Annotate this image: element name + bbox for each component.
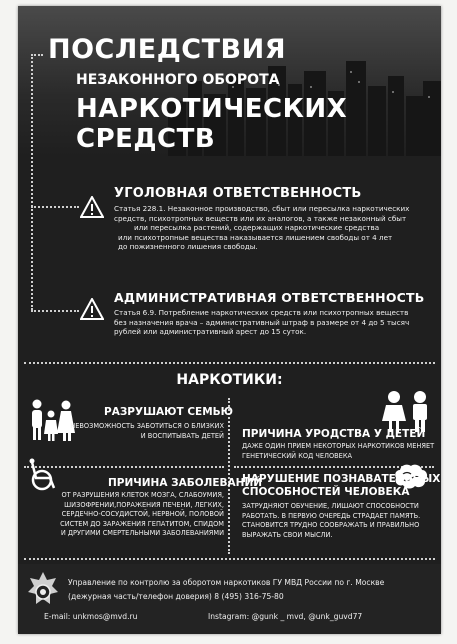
poster [18,6,441,634]
police-emblem-icon [26,570,60,614]
title-line-2: НЕЗАКОННОГО ОБОРОТА [76,72,280,88]
administrative-line: без назначения врача – административный штраф в размере от 4 до 5 тысяч [114,317,410,327]
footer [18,564,441,634]
children-line: ДАЖЕ ОДИН ПРИЕМ НЕКОТОРЫХ НАРКОТИКОВ МЕНЯЕТ [242,442,435,450]
footer-department: Управление по контролю за оборотом наркотиков ГУ МВД России по г. Москве [68,578,385,587]
dotted-line [31,54,43,56]
title-line-1: ПОСЛЕДСТВИЯ [48,34,286,65]
cognitive-title-line: НАРУШЕНИЕ ПОЗНАВАТЕЛЬНЫХ [242,473,441,485]
drugs-title: НАРКОТИКИ: [176,372,283,388]
family-title: РАЗРУШАЮТ СЕМЬЮ [104,406,233,418]
footer-email[interactable]: E-mail: unkmos@mvd.ru [44,612,138,621]
family-line: НЕВОЗМОЖНОСТЬ ЗАБОТИТЬСЯ О БЛИЗКИХ [70,422,224,430]
cognitive-line: РАБОТАТЬ. В ПЕРВУЮ ОЧЕРЕДЬ СТРАДАЕТ ПАМЯТЬ. [242,511,421,520]
diseases-line: ШИЗОФРЕНИИ,ПОРАЖЕНИЯ ПЕЧЕНИ, ЛЕГКИХ, [64,500,224,509]
criminal-line: или пересылка растений, содержащих наркотические средства [134,223,380,233]
dotted-line [31,206,79,208]
dotted-divider [24,558,435,560]
administrative-text [114,308,409,337]
title-line-3: НАРКОТИЧЕСКИХ СРЕДСТВ [76,94,348,154]
diseases-text [38,491,224,539]
criminal-title: УГОЛОВНАЯ ОТВЕТСТВЕННОСТЬ [114,186,362,201]
diseases-line: ОТ РАЗРУШЕНИЯ КЛЕТОК МОЗГА, СЛАБОУМИЯ, [61,491,224,499]
cognitive-line: ВЫРАЖАТЬ СВОИ МЫСЛИ. [242,530,333,539]
criminal-line: Статья 228.1. Незаконное производство, сбыт или пересылка наркотических [114,204,410,213]
dotted-line [31,310,79,312]
cognitive-title-line: СПОСОБНОСТЕЙ ЧЕЛОВЕКА [242,486,410,498]
criminal-text [114,204,409,252]
cognitive-title [242,473,440,499]
warning-icon [80,196,104,218]
cognitive-line: СТАНОВИТСЯ ТРУДНО СООБРАЖАТЬ И ПРАВИЛЬНО [242,521,420,530]
dotted-divider [24,362,435,364]
criminal-line: средств, психотропных веществ или их аналогов, а также незаконный сбыт [114,213,407,223]
dotted-vertical-divider [228,398,230,554]
administrative-line: Статья 6.9. Потребление наркотических средств или психотропных веществ [114,308,409,317]
cognitive-text [242,502,420,540]
administrative-line: рублей или административный арест до 15 суток. [114,327,307,337]
criminal-line: до пожизненного лишения свободы. [118,242,258,252]
children-text [242,442,434,461]
warning-icon [80,298,104,320]
diseases-title: ПРИЧИНА ЗАБОЛЕВАНИЙ [108,477,263,489]
children-line: ГЕНЕТИЧЕСКИЙ КОД ЧЕЛОВЕКА [242,451,353,460]
footer-instagram[interactable]: Instagram: @gunk _ mvd, @unk_guvd77 [208,612,363,621]
diseases-line: СИСТЕМ ДО ЗАРАЖЕНИЯ ГЕПАТИТОМ, СПИДОМ [60,519,224,528]
diseases-line: СЕРДЕЧНО-СОСУДИСТОЙ, НЕРВНОЙ, ПОЛОВОЙ [61,510,224,519]
criminal-line: или психотропные вещества наказывается лишением свободы от 4 лет [118,232,393,242]
diseases-line: И ДРУГИМИ СМЕРТЕЛЬНЫМИ ЗАБОЛЕВАНИЯМИ [60,529,224,538]
children-title: ПРИЧИНА УРОДСТВА У ДЕТЕЙ [242,428,426,440]
family-line: И ВОСПИТЫВАТЬ ДЕТЕЙ [140,431,224,440]
cognitive-line: ЗАТРУДНЯЮТ ОБУЧЕНИЕ, ЛИШАЮТ СПОСОБНОСТИ [242,502,419,510]
footer-phone: (дежурная часть/телефон доверия) 8 (495) 316-75-80 [68,592,284,601]
wheelchair-icon [26,458,62,492]
administrative-title: АДМИНИСТРАТИВНАЯ ОТВЕТСТВЕННОСТЬ [114,290,425,305]
dotted-line [31,54,33,310]
family-text [66,422,224,441]
